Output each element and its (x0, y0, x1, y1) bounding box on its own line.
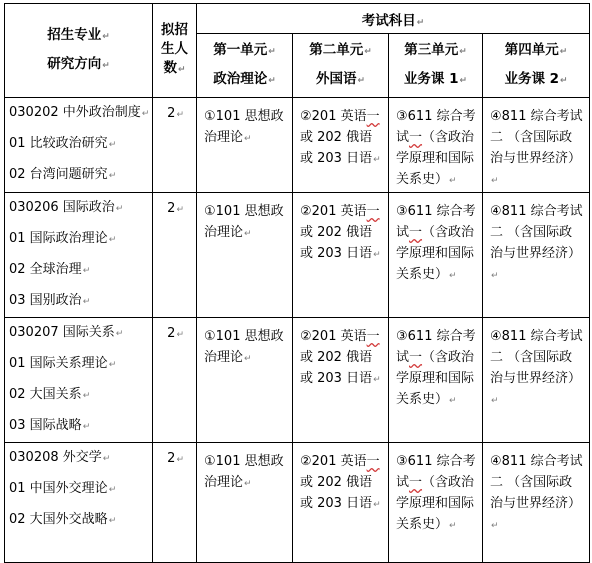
subject-text: ③611 综合考试 (396, 454, 476, 490)
subject-text: ②201 英语 (300, 329, 367, 344)
paragraph-mark: ↵ (115, 204, 124, 214)
subject-text: ①101 思想政治理论 (204, 204, 284, 240)
header-unit-1 (197, 34, 293, 98)
paragraph-mark: ↵ (176, 330, 184, 340)
paragraph-mark: ↵ (82, 297, 91, 307)
paragraph-mark: ↵ (108, 171, 117, 181)
subject-text: ②201 英语 (300, 109, 367, 124)
research-direction: 03 国别政治 (9, 293, 82, 308)
quota-cell (153, 193, 197, 318)
major-code: 030202 中外政治制度 (9, 105, 141, 120)
subject-text: （含政治学原理和国际关系史） (396, 475, 475, 532)
header-count-line2: 生人 (161, 41, 188, 57)
spellcheck-underline: 一 (409, 130, 423, 145)
major-cell (5, 193, 153, 318)
research-direction: 03 国际战略 (9, 418, 82, 433)
paragraph-mark: ↵ (268, 46, 276, 57)
research-direction: 02 台湾问题研究 (9, 167, 108, 182)
header-major-line2: 研究方向 (47, 55, 102, 72)
subject-text: ④811 综合考试二 （含国际政治与世界经济） (490, 109, 583, 166)
spellcheck-underline: 一 (409, 350, 423, 365)
header-unit-3 (389, 34, 483, 98)
quota-value: 2 (167, 451, 176, 466)
subject-unit-3 (389, 443, 483, 563)
subject-unit-1 (197, 98, 293, 193)
paragraph-mark: ↵ (268, 75, 276, 86)
subject-text: ④811 综合考试二 （含国际政治与世界经济） (490, 454, 583, 511)
subject-text: ③611 综合考试 (396, 329, 476, 365)
subject-unit-3 (389, 318, 483, 443)
quota-value: 2 (167, 106, 176, 121)
quota-cell (153, 318, 197, 443)
paragraph-mark: ↵ (491, 271, 499, 281)
paragraph-mark: ↵ (491, 521, 499, 531)
paragraph-mark: ↵ (373, 155, 381, 165)
paragraph-mark: ↵ (449, 271, 457, 281)
quota-value: 2 (167, 201, 176, 216)
paragraph-mark: ↵ (449, 521, 457, 531)
subject-text: ①101 思想政治理论 (204, 109, 284, 145)
subject-unit-3 (389, 193, 483, 318)
paragraph-mark: ↵ (244, 229, 252, 239)
paragraph-mark: ↵ (82, 391, 91, 401)
subject-unit-1 (197, 318, 293, 443)
subject-text: （含政治学原理和国际关系史） (396, 130, 475, 187)
unit-4-line2: 业务课 2 (504, 70, 560, 87)
subject-text: ②201 英语 (300, 454, 367, 469)
header-row-1 (5, 4, 590, 34)
spellcheck-underline: 一 (366, 329, 380, 344)
quota-cell (153, 98, 197, 193)
unit-1-line2: 政治理论 (213, 70, 268, 87)
spellcheck-underline: 一 (409, 475, 423, 490)
header-unit-2 (293, 34, 389, 98)
research-direction: 02 大国关系 (9, 387, 82, 402)
paragraph-mark: ↵ (357, 75, 366, 86)
paragraph-mark: ↵ (115, 329, 124, 339)
subject-text: ④811 综合考试二 （含国际政治与世界经济） (490, 329, 583, 386)
paragraph-mark: ↵ (108, 360, 117, 370)
paragraph-mark: ↵ (102, 454, 111, 464)
header-count-line1: 拟招 (161, 22, 188, 38)
paragraph-mark: ↵ (102, 31, 110, 42)
paragraph-mark: ↵ (108, 140, 117, 150)
subject-unit-4 (483, 193, 590, 318)
paragraph-mark: ↵ (244, 354, 252, 364)
subject-unit-2 (293, 98, 389, 193)
spellcheck-underline: 一 (366, 109, 380, 124)
subject-text: 或 202 俄语或 203 日语 (300, 475, 373, 511)
major-code: 030207 国际关系 (9, 325, 115, 340)
header-exam-subjects (197, 4, 590, 34)
spellcheck-underline: 一 (366, 454, 380, 469)
subject-unit-2 (293, 318, 389, 443)
subject-text: ④811 综合考试二 （含国际政治与世界经济） (490, 204, 583, 261)
paragraph-mark: ↵ (449, 176, 457, 186)
table-row (5, 193, 590, 318)
paragraph-mark: ↵ (373, 250, 381, 260)
table-row (5, 318, 590, 443)
subject-unit-3 (389, 98, 483, 193)
major-code: 030208 外交学 (9, 450, 102, 465)
major-cell (5, 443, 153, 563)
paragraph-mark: ↵ (176, 205, 184, 215)
subject-text: ①101 思想政治理论 (204, 329, 284, 365)
subject-text: ③611 综合考试 (396, 109, 476, 145)
unit-2-line2: 外国语 (315, 70, 357, 87)
subject-text: （含政治学原理和国际关系史） (396, 350, 475, 407)
table-row (5, 98, 590, 193)
research-direction: 01 国际政治理论 (9, 231, 108, 246)
subject-unit-1 (197, 443, 293, 563)
unit-1-line1: 第一单元 (213, 41, 268, 58)
paragraph-mark: ↵ (244, 479, 252, 489)
paragraph-mark: ↵ (176, 110, 184, 120)
subject-text: ②201 英语 (300, 204, 367, 219)
header-major-line1: 招生专业 (47, 26, 102, 43)
unit-4-line1: 第四单元 (504, 41, 559, 58)
unit-3-line2: 业务课 1 (403, 70, 459, 87)
quota-value: 2 (167, 326, 176, 341)
research-direction: 02 全球治理 (9, 262, 82, 277)
unit-2-line1: 第二单元 (309, 41, 364, 58)
paragraph-mark: ↵ (108, 485, 117, 495)
paragraph-mark: ↵ (108, 235, 117, 245)
major-cell (5, 318, 153, 443)
research-direction: 02 大国外交战略 (9, 512, 108, 527)
subject-unit-4 (483, 443, 590, 563)
subject-unit-1 (197, 193, 293, 318)
quota-cell (153, 443, 197, 563)
spellcheck-underline: 一 (409, 225, 423, 240)
paragraph-mark: ↵ (459, 75, 468, 86)
header-count-line3: 数 (163, 60, 177, 76)
header-exam-title: 考试科目 (361, 12, 416, 29)
subject-text: ③611 综合考试 (396, 204, 476, 240)
paragraph-mark: ↵ (176, 455, 184, 465)
major-code: 030206 国际政治 (9, 200, 115, 215)
paragraph-mark: ↵ (364, 46, 372, 57)
paragraph-mark: ↵ (244, 134, 252, 144)
header-count (153, 4, 197, 98)
subject-unit-4 (483, 318, 590, 443)
paragraph-mark: ↵ (108, 516, 117, 526)
subject-text: 或 202 俄语或 203 日语 (300, 130, 373, 166)
subject-text: 或 202 俄语或 203 日语 (300, 225, 373, 261)
paragraph-mark: ↵ (141, 109, 150, 119)
paragraph-mark: ↵ (559, 46, 568, 57)
paragraph-mark: ↵ (449, 396, 457, 406)
subject-unit-4 (483, 98, 590, 193)
paragraph-mark: ↵ (459, 46, 467, 57)
header-major (5, 4, 153, 98)
subject-text: （含政治学原理和国际关系史） (396, 225, 475, 282)
subject-unit-2 (293, 193, 389, 318)
paragraph-mark: ↵ (491, 396, 499, 406)
research-direction: 01 中国外交理论 (9, 481, 108, 496)
paragraph-mark: ↵ (491, 176, 499, 186)
header-unit-4 (483, 34, 590, 98)
table-row (5, 443, 590, 563)
research-direction: 01 国际关系理论 (9, 356, 108, 371)
paragraph-mark: ↵ (102, 60, 110, 71)
paragraph-mark: ↵ (373, 500, 381, 510)
major-cell (5, 98, 153, 193)
research-direction: 01 比较政治研究 (9, 136, 108, 151)
paragraph-mark: ↵ (373, 375, 381, 385)
paragraph-mark: ↵ (177, 65, 186, 75)
paragraph-mark: ↵ (560, 75, 568, 86)
spellcheck-underline: 一 (366, 204, 380, 219)
paragraph-mark: ↵ (82, 266, 91, 276)
subject-text: 或 202 俄语或 203 日语 (300, 350, 373, 386)
paragraph-mark: ↵ (416, 17, 425, 28)
paragraph-mark: ↵ (82, 422, 91, 432)
enrollment-table (4, 3, 590, 563)
subject-text: ①101 思想政治理论 (204, 454, 284, 490)
subject-unit-2 (293, 443, 389, 563)
unit-3-line1: 第三单元 (404, 41, 459, 58)
